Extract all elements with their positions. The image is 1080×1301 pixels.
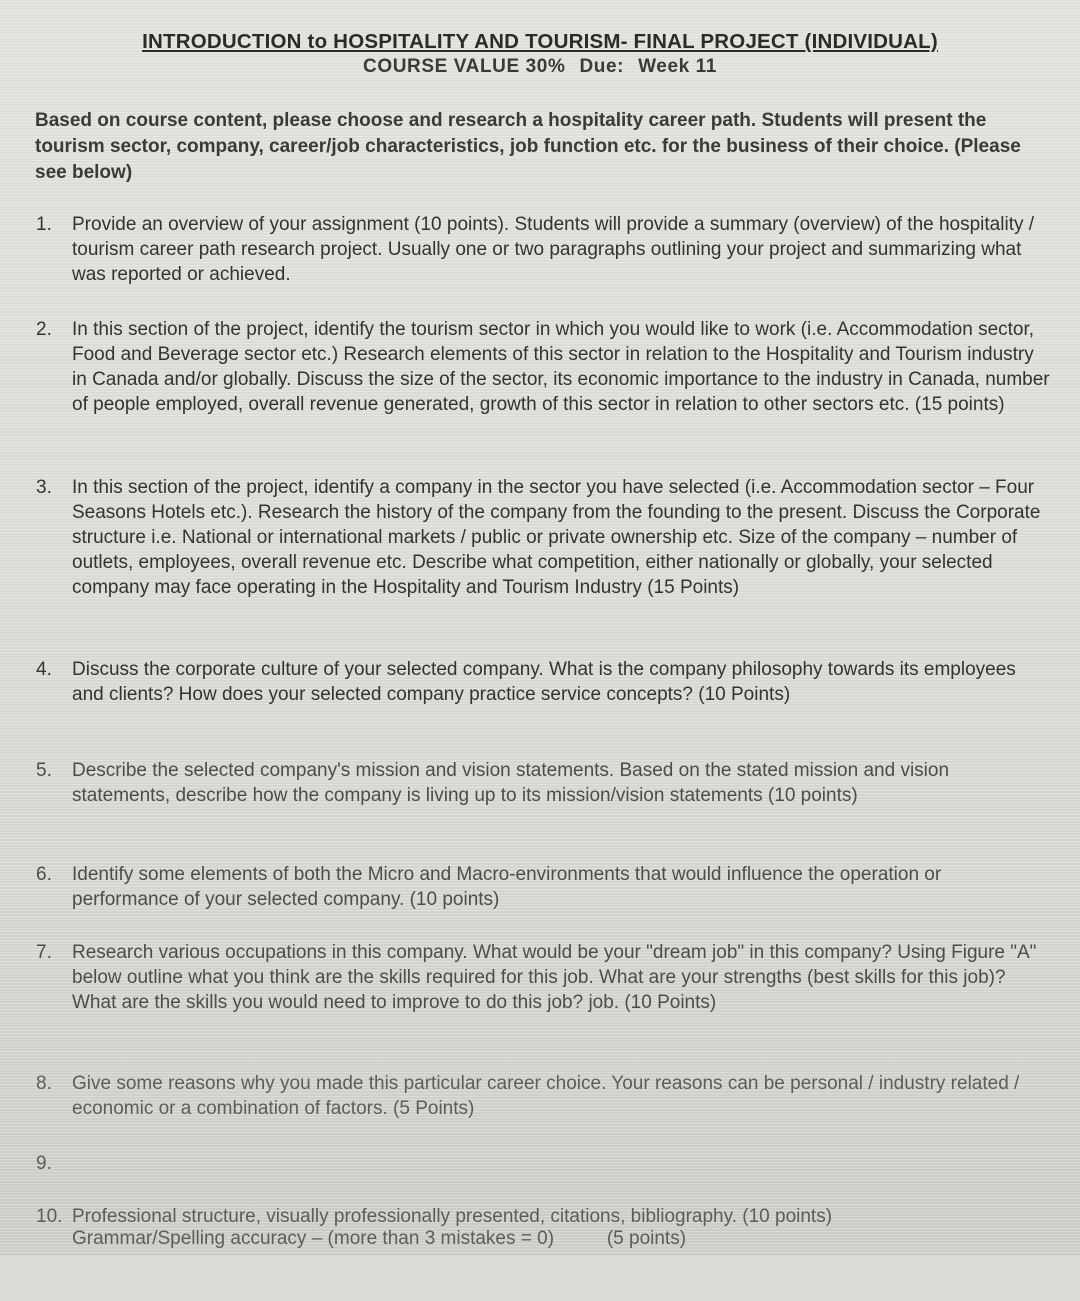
item-text: In this section of the project, identify a company in the sector you have selected (i.e. Accommodation sector – Four Seasons Hotels etc.). Research the history of the company from the founding to the present. Discuss the Corporate structure i.e. National or international markets / public or private ownership etc. Size of the company – number of outlets, employees, overall revenue etc. Describe what competition, either nationally or globally, your selected company may face operating in the Hospitality and Tourism Industry (15 Points) [72,477,1041,598]
due-week: Week 11 [638,56,717,77]
list-item [36,758,1051,808]
item-number: 2. [36,319,52,340]
item-text: Research various occupations in this company. What would be your "dream job" in this company? Using Figure "A" below outline what you think are the skills required for this job. What are your strengths (best skills for this job)? What are the skills you would need to improve to do this job? job. (10 Points) [72,942,1037,1013]
item-number: 8. [36,1073,52,1094]
document-title: INTRODUCTION to HOSPITALITY AND TOURISM- FINAL PROJECT (INDIVIDUAL) [142,30,938,53]
item-text: Professional structure, visually professionally presented, citations, bibliography. (10 points) [72,1206,833,1227]
item-number: 5. [36,760,52,781]
list-item [36,212,1051,287]
course-value: COURSE VALUE 30% [363,56,566,77]
list-item [36,940,1051,1015]
list-item [36,1204,1051,1229]
course-info-line [0,56,1080,78]
item-text: Grammar/Spelling accuracy – (more than 3 mistakes = 0) (5 points) [72,1228,687,1249]
list-item [36,657,1051,707]
item-number: 3. [36,477,52,498]
item-text: Discuss the corporate culture of your selected company. What is the company philosophy towards its employees and clients? How does your selected company practice service concepts? (10 Points) [72,659,1016,705]
item-number: 9. [36,1153,52,1174]
item-number: 1. [36,214,52,235]
item-number: 10. [36,1206,63,1227]
item-number: 6. [36,864,52,885]
due-label: Due: [579,56,625,77]
item-number: 4. [36,659,52,680]
item-text: Provide an overview of your assignment (10 points). Students will provide a summary (overview) of the hospitality / tourism career path research project. Usually one or two paragraphs outlining your project and summarizing what was reported or achieved. [72,214,1035,285]
intro-paragraph: Based on course content, please choose and research a hospitality career path. Students will present the tourism sector, company, career/job characteristics, job function etc. for the business of their choice. (Please see below) [35,110,1021,183]
item-text: Describe the selected company's mission and vision statements. Based on the stated mission and vision statements, describe how the company is living up to its mission/vision statements (10 points) [72,760,950,806]
item-text: Identify some elements of both the Micro and Macro-environments that would influence the operation or performance of your selected company. (10 points) [72,864,942,910]
list-item [36,862,1051,912]
list-item [36,317,1051,417]
item-text: Give some reasons why you made this particular career choice. Your reasons can be personal / industry related / economic or a combination of factors. (5 Points) [72,1073,1020,1119]
item-number: 7. [36,942,52,963]
item-text: In this section of the project, identify the tourism sector in which you would like to work (i.e. Accommodation sector, Food and Beverage sector etc.) Research elements of this sector in relation to the Hospitality and Tourism industry in Canada and/or globally. Discuss the size of the sector, its economic importance to the industry in Canada, number of people employed, overall revenue generated, growth of this sector in relation to other sectors etc. (15 points) [72,319,1050,415]
list-item [36,1071,1051,1121]
list-item [36,475,1051,600]
document-header [0,30,1080,78]
